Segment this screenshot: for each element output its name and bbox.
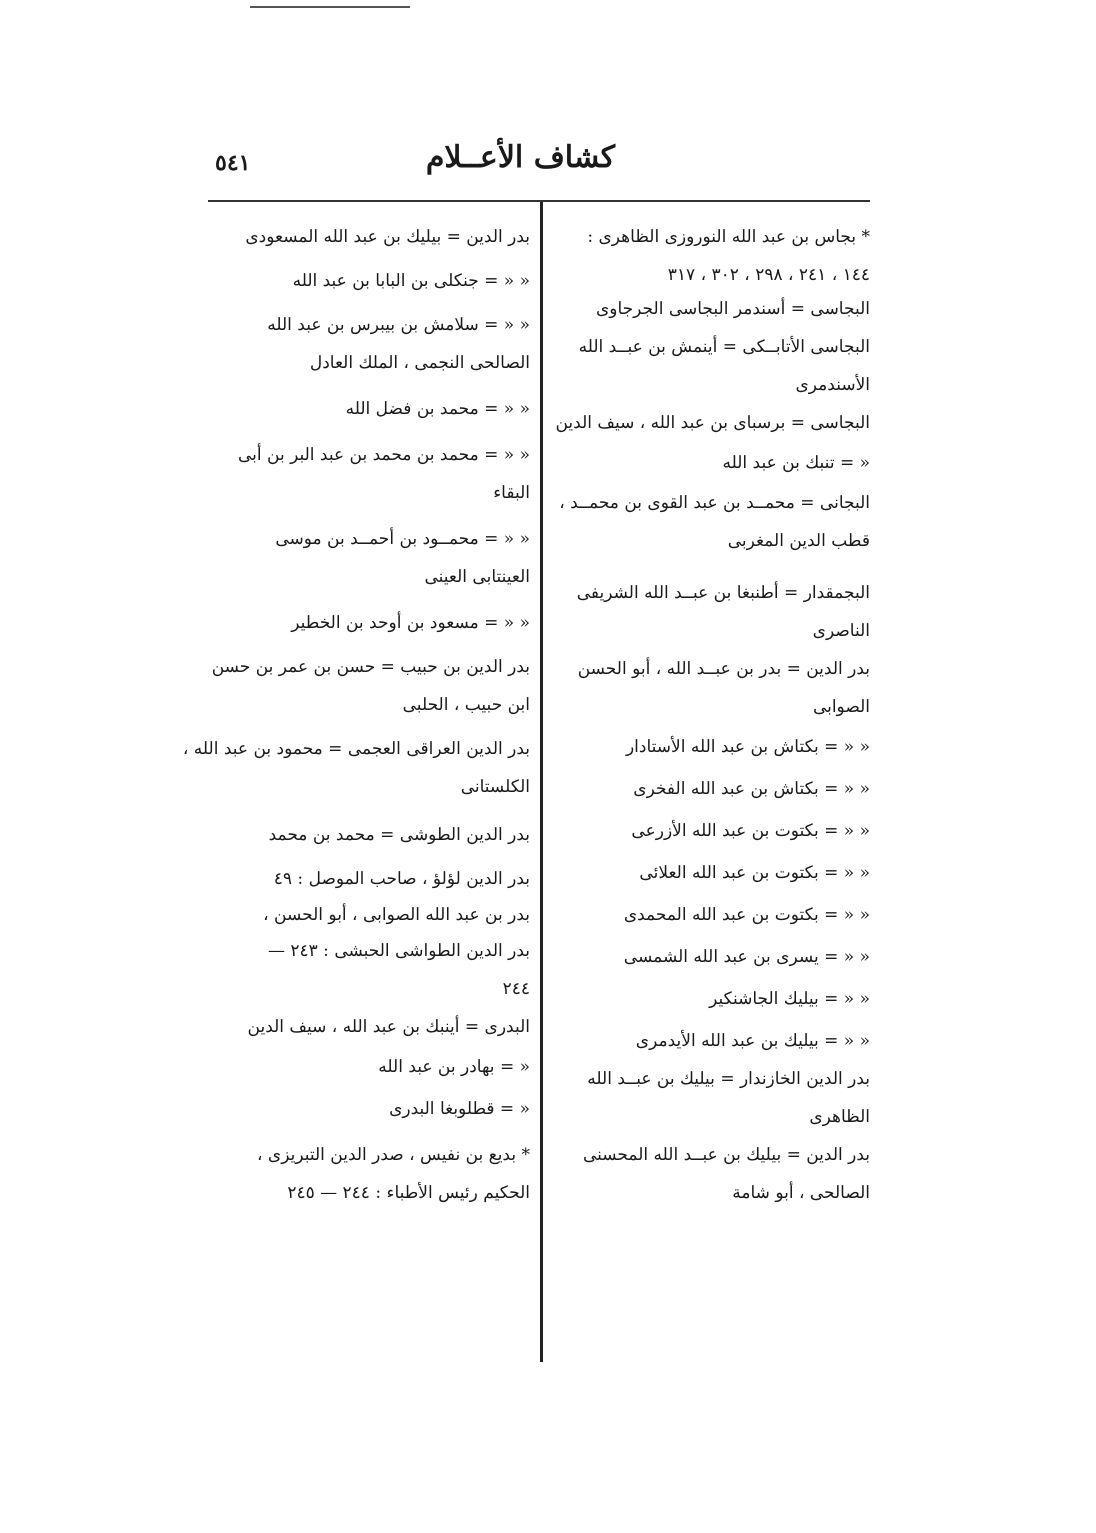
index-entry bbox=[565, 1029, 870, 1053]
index-entry bbox=[555, 411, 870, 435]
entry-continuation: الظاهرى bbox=[809, 1107, 870, 1127]
index-entry bbox=[222, 939, 530, 1001]
index-entry bbox=[222, 903, 530, 927]
index-entry bbox=[565, 861, 870, 885]
index-entry bbox=[222, 823, 530, 847]
entry-line: « « = بيليك بن عبد الله الأيدمرى bbox=[635, 1031, 870, 1051]
index-entry bbox=[565, 1067, 870, 1129]
index-entry bbox=[565, 335, 870, 397]
entry-line: « « = مسعود بن أوحد بن الخطير bbox=[291, 613, 530, 633]
entry-continuation: قطب الدين المغربى bbox=[727, 531, 870, 551]
index-entry bbox=[222, 225, 530, 249]
entry-continuation: الأسندمرى bbox=[795, 375, 870, 395]
entry-line: « = بهادر بن عبد الله bbox=[378, 1057, 530, 1077]
index-entry bbox=[222, 443, 530, 505]
index-entry bbox=[565, 657, 870, 719]
entry-continuation: الصوابى bbox=[812, 697, 870, 717]
entry-continuation: الحكيم رئيس الأطباء : ٢٤٤ — ٢٤٥ bbox=[287, 1183, 530, 1203]
index-entry bbox=[222, 1055, 530, 1079]
entry-line: « « = محمد بن فضل الله bbox=[345, 399, 530, 419]
entry-line: « « = يسرى بن عبد الله الشمسى bbox=[623, 947, 870, 967]
entry-line: * بجاس بن عبد الله النوروزى الظاهرى : bbox=[587, 227, 870, 247]
entry-line: بدر الدين الخازندار = بيليك بن عبــد الله bbox=[587, 1069, 870, 1089]
entry-continuation: العينتابى العينى bbox=[424, 567, 530, 587]
index-entry bbox=[565, 581, 870, 643]
header-divider bbox=[208, 200, 870, 202]
index-entry bbox=[222, 867, 530, 891]
entry-line: بدر بن عبد الله الصوابى ، أبو الحسن ، bbox=[263, 905, 530, 925]
page-number: ٥٤١ bbox=[215, 150, 251, 176]
index-entry bbox=[222, 313, 530, 375]
entry-line: « « = بكتاش بن عبد الله الأستادار bbox=[625, 737, 870, 757]
index-entry bbox=[565, 451, 870, 475]
index-entry bbox=[565, 903, 870, 927]
entry-continuation: ٢٤٤ bbox=[502, 979, 530, 999]
index-entry bbox=[565, 777, 870, 801]
entry-line: « « = بكتوت بن عبد الله الأزرعى bbox=[631, 821, 870, 841]
entry-line: بدر الدين الطواشى الحبشى : ٢٤٣ — bbox=[267, 941, 530, 961]
entry-continuation: الصالحى ، أبو شامة bbox=[732, 1183, 870, 1203]
entry-continuation: الصالحى النجمى ، الملك العادل bbox=[309, 353, 530, 373]
column-divider bbox=[540, 202, 543, 1362]
entry-line: « = تنبك بن عبد الله bbox=[722, 453, 870, 473]
entry-line: « « = جنكلى بن البابا بن عبد الله bbox=[292, 271, 530, 291]
entry-line: بدر الدين الطوشى = محمد بن محمد bbox=[268, 825, 530, 845]
entry-line: البدرى = أينبك بن عبد الله ، سيف الدين bbox=[247, 1017, 530, 1037]
entry-line: بدر الدين بن حبيب = حسن بن عمر بن حسن bbox=[211, 657, 530, 677]
entry-line: بدر الدين = بيليك بن عبد الله المسعودى bbox=[245, 227, 530, 247]
entry-continuation: ابن حبيب ، الحلبى bbox=[402, 695, 530, 715]
index-entry bbox=[565, 987, 870, 1011]
entry-continuation: ١٤٤ ، ٢٤١ ، ٢٩٨ ، ٣٠٢ ، ٣١٧ bbox=[667, 265, 870, 285]
entry-line: « « = محمد بن محمد بن عبد البر بن أبى bbox=[238, 445, 530, 465]
index-column-left bbox=[182, 225, 530, 1205]
index-entry bbox=[565, 225, 870, 287]
index-entry bbox=[222, 269, 530, 293]
index-entry bbox=[222, 527, 530, 589]
entry-line: البجاسى = برسباى بن عبد الله ، سيف الدين bbox=[555, 413, 870, 433]
entry-continuation: الكلستانى bbox=[460, 777, 530, 797]
index-entry bbox=[211, 655, 530, 717]
entry-line: « = قطلوبغا البدرى bbox=[389, 1099, 530, 1119]
entry-line: بدر الدين العراقى العجمى = محمود بن عبد الله ، bbox=[182, 739, 530, 759]
index-entry bbox=[222, 611, 530, 635]
entry-line: البجاسى = أسندمر البجاسى الجرجاوى bbox=[595, 299, 870, 319]
index-entry bbox=[222, 1097, 530, 1121]
entry-line: « « = بيليك الجاشنكير bbox=[709, 989, 870, 1009]
entry-line: « « = سلامش بن بيبرس بن عبد الله bbox=[267, 315, 530, 335]
index-entry bbox=[565, 1143, 870, 1205]
index-entry bbox=[222, 1015, 530, 1039]
entry-line: البجانى = محمــد بن عبد القوى بن محمــد ، bbox=[559, 493, 870, 513]
entry-continuation: الناصرى bbox=[812, 621, 870, 641]
page-title: كشاف الأعــلام bbox=[425, 140, 615, 175]
index-entry bbox=[565, 945, 870, 969]
index-entry bbox=[182, 737, 530, 799]
entry-line: البجمقدار = أطنبغا بن عبــد الله الشريفى bbox=[576, 583, 870, 603]
entry-line: بدر الدين لؤلؤ ، صاحب الموصل : ٤٩ bbox=[273, 869, 530, 889]
index-entry bbox=[559, 491, 870, 553]
entry-continuation: البقاء bbox=[493, 483, 530, 503]
entry-line: « « = محمــود بن أحمــد بن موسى bbox=[275, 529, 530, 549]
entry-line: * بديع بن نفيس ، صدر الدين التبريزى ، bbox=[257, 1145, 530, 1165]
page-header bbox=[205, 140, 870, 192]
entry-line: « « = بكتوت بن عبد الله العلائى bbox=[639, 863, 870, 883]
index-entry bbox=[222, 397, 530, 421]
index-entry bbox=[222, 1143, 530, 1205]
index-entry bbox=[565, 735, 870, 759]
entry-line: بدر الدين = بدر بن عبــد الله ، أبو الحسن bbox=[577, 659, 870, 679]
index-column-right bbox=[555, 225, 870, 1205]
top-scan-mark bbox=[250, 6, 410, 8]
entry-line: « « = بكتوت بن عبد الله المحمدى bbox=[623, 905, 870, 925]
entry-line: « « = بكتاش بن عبد الله الفخرى bbox=[633, 779, 870, 799]
entry-line: البجاسى الأتابــكى = أينمش بن عبــد الله bbox=[578, 337, 870, 357]
index-entry bbox=[565, 297, 870, 321]
index-entry bbox=[565, 819, 870, 843]
entry-line: بدر الدين = بيليك بن عبــد الله المحسنى bbox=[582, 1145, 870, 1165]
